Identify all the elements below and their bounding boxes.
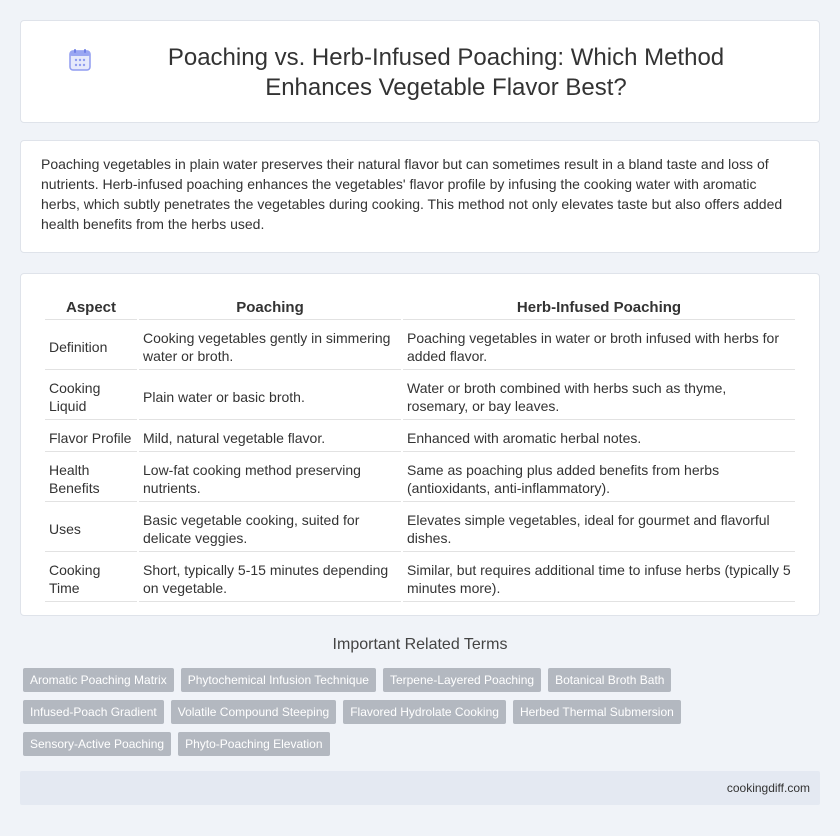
- table-row: [45, 554, 795, 602]
- related-term-tag[interactable]: Aromatic Poaching Matrix: [23, 668, 174, 692]
- row-poaching: Basic vegetable cooking, suited for delicate veggies.: [139, 504, 401, 552]
- related-term-tag[interactable]: Sensory-Active Poaching: [23, 732, 171, 756]
- row-herb-infused: Enhanced with aromatic herbal notes.: [403, 422, 795, 452]
- related-terms-heading: Important Related Terms: [332, 636, 508, 653]
- related-term-tag[interactable]: Phytochemical Infusion Technique: [181, 668, 376, 692]
- row-poaching: Low-fat cooking method preserving nutrients.: [139, 454, 401, 502]
- row-aspect: Definition: [45, 322, 137, 370]
- row-herb-infused: Similar, but requires additional time to infuse herbs (typically 5 minutes more).: [403, 554, 795, 602]
- table-row: [45, 504, 795, 552]
- related-term-tag[interactable]: Terpene-Layered Poaching: [383, 668, 541, 692]
- related-term-tag[interactable]: Herbed Thermal Submersion: [513, 700, 681, 724]
- page-title: Poaching vs. Herb-Infused Poaching: Which Method Enhances Vegetable Flavor Best?: [167, 44, 725, 101]
- related-term-tag[interactable]: Botanical Broth Bath: [548, 668, 671, 692]
- row-aspect: Cooking Liquid: [45, 372, 137, 420]
- comparison-table-card: [20, 273, 820, 616]
- table-header-row: [45, 296, 795, 320]
- related-terms-list: [23, 668, 823, 764]
- table-row: [45, 322, 795, 370]
- related-term-tag[interactable]: Flavored Hydrolate Cooking: [343, 700, 506, 724]
- row-poaching: Plain water or basic broth.: [139, 372, 401, 420]
- comparison-table: [43, 294, 797, 604]
- related-term-tag[interactable]: Volatile Compound Steeping: [171, 700, 336, 724]
- row-aspect: Cooking Time: [45, 554, 137, 602]
- row-poaching: Short, typically 5-15 minutes depending on vegetable.: [139, 554, 401, 602]
- row-aspect: Flavor Profile: [45, 422, 137, 452]
- related-term-tag[interactable]: Infused-Poach Gradient: [23, 700, 164, 724]
- row-herb-infused: Same as poaching plus added benefits from herbs (antioxidants, anti-inflammatory).: [403, 454, 795, 502]
- title-card: [20, 20, 820, 123]
- footer-site-link[interactable]: cookingdiff.com: [726, 781, 810, 795]
- header-aspect: Aspect: [45, 296, 137, 320]
- row-aspect: Health Benefits: [45, 454, 137, 502]
- row-herb-infused: Poaching vegetables in water or broth infused with herbs for added flavor.: [403, 322, 795, 370]
- row-aspect: Uses: [45, 504, 137, 552]
- header-poaching: Poaching: [139, 296, 401, 320]
- table-row: [45, 372, 795, 420]
- row-herb-infused: Elevates simple vegetables, ideal for gourmet and flavorful dishes.: [403, 504, 795, 552]
- intro-card: [20, 140, 820, 253]
- footer: [20, 771, 820, 805]
- row-poaching: Mild, natural vegetable flavor.: [139, 422, 401, 452]
- related-term-tag[interactable]: Phyto-Poaching Elevation: [178, 732, 329, 756]
- table-row: [45, 454, 795, 502]
- table-row: [45, 422, 795, 452]
- intro-paragraph: Poaching vegetables in plain water preserves their natural flavor but can sometimes result in a bland taste and loss of nutrients. Herb-infused poaching enhances the vegetables' flavor profile by infusing the cooking water with aromatic herbs, which subtly penetrates the vegetables during cooking. This method not only elevates taste but also offers added health benefits from the herbs used.: [41, 156, 783, 232]
- row-poaching: Cooking vegetables gently in simmering water or broth.: [139, 322, 401, 370]
- row-herb-infused: Water or broth combined with herbs such as thyme, rosemary, or bay leaves.: [403, 372, 795, 420]
- header-herb-infused: Herb-Infused Poaching: [403, 296, 795, 320]
